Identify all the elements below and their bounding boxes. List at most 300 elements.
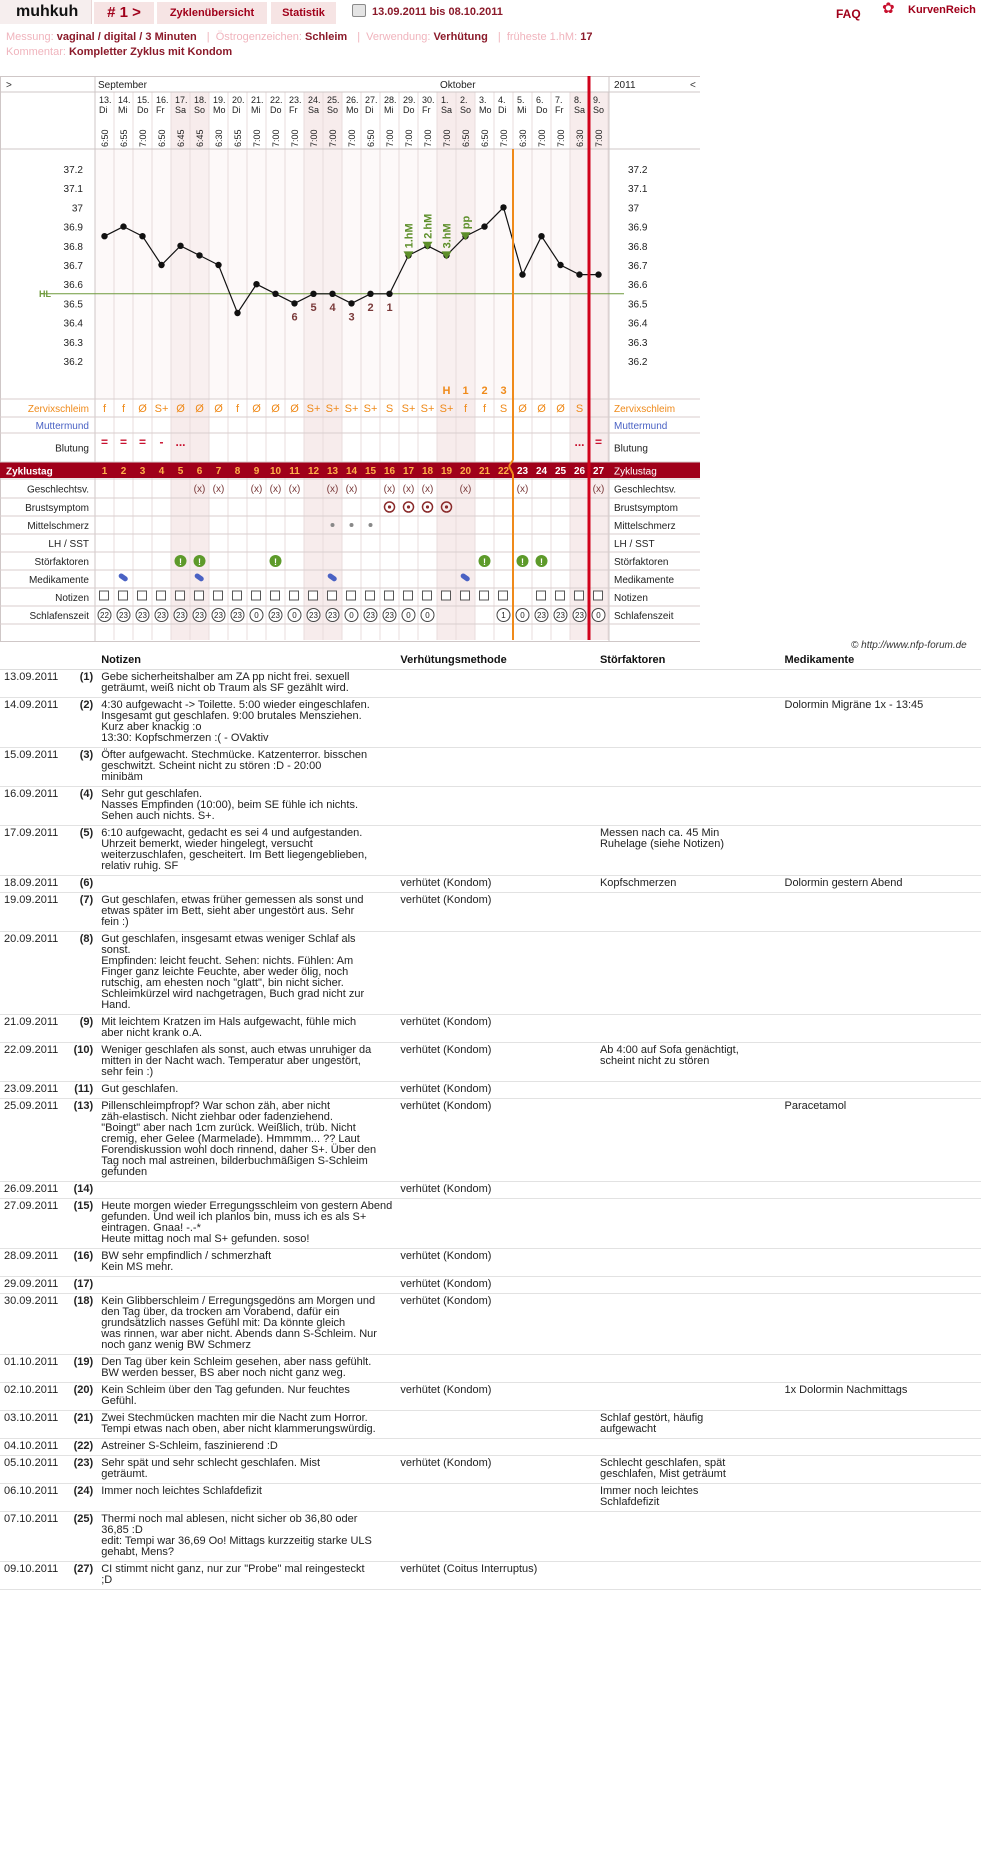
row-medication bbox=[781, 893, 981, 932]
day-weekday: Mi bbox=[118, 105, 128, 115]
day-time: 6:55 bbox=[119, 129, 129, 147]
row-cycle-day: (11) bbox=[62, 1082, 97, 1099]
verwendung-value: Verhütung bbox=[433, 31, 488, 43]
month-label: Oktober bbox=[440, 80, 476, 91]
tab-statistik[interactable]: Statistik bbox=[271, 2, 336, 24]
note-icon bbox=[119, 591, 128, 600]
note-icon bbox=[347, 591, 356, 600]
day-time: 7:00 bbox=[499, 129, 509, 147]
row-label-right: Zyklustag bbox=[614, 466, 657, 478]
row-date: 03.10.2011 bbox=[0, 1411, 62, 1439]
row-date: 01.10.2011 bbox=[0, 1355, 62, 1383]
row-note: Immer noch leichtes Schlafdefizit bbox=[97, 1484, 396, 1512]
row-note: Weniger geschlafen als sonst, auch etwas unruhiger da mitten in der Nacht wach. Temperatur aber ungestört, sehr fein :) bbox=[97, 1043, 396, 1082]
temperature-point bbox=[177, 243, 183, 249]
day-time: 6:50 bbox=[480, 129, 490, 147]
row-method: verhütet (Kondom) bbox=[396, 1015, 596, 1043]
row-cycle-day: (1) bbox=[62, 670, 97, 698]
note-icon bbox=[195, 591, 204, 600]
row-note: Mit leichtem Kratzen im Hals aufgewacht, fühle mich aber nicht krank o.A. bbox=[97, 1015, 396, 1043]
row-disturbance bbox=[596, 1015, 781, 1043]
cervical-mucus-value: Ø bbox=[176, 403, 185, 415]
row-disturbance: Schlecht geschlafen, spät geschlafen, Mist geträumt bbox=[596, 1456, 781, 1484]
row-label-right: Geschlechtsv. bbox=[614, 484, 677, 496]
temperature-point bbox=[253, 281, 259, 287]
day-weekday: Di bbox=[232, 105, 241, 115]
day-time: 7:00 bbox=[138, 129, 148, 147]
temp-axis-label-left: 36.3 bbox=[63, 337, 83, 349]
day-date: 2. bbox=[460, 95, 468, 105]
sleep-time-value: 0 bbox=[254, 611, 259, 620]
row-cycle-day: (10) bbox=[62, 1043, 97, 1082]
row-note: Zwei Stechmücken machten mir die Nacht zum Horror. Tempi etwas nach oben, aber nicht klammerungswürdig. bbox=[97, 1411, 396, 1439]
row-label-right: Blutung bbox=[614, 443, 648, 455]
disturbance-icon-glyph: ! bbox=[198, 557, 201, 567]
temperature-point bbox=[500, 204, 506, 210]
oestrogen-value: Schleim bbox=[305, 31, 348, 43]
cervical-mucus-value: S bbox=[385, 403, 394, 415]
cycle-day-number: 1 bbox=[101, 466, 108, 477]
row-method bbox=[396, 932, 596, 1015]
temperature-point bbox=[310, 291, 316, 297]
cervical-mucus-value: S+ bbox=[325, 403, 340, 415]
cycle-number-tab[interactable]: # 1 > bbox=[94, 2, 154, 24]
cycle-day-number: 9 bbox=[253, 466, 260, 477]
intercourse-icon: (x) bbox=[326, 484, 339, 495]
intercourse-icon: (x) bbox=[345, 484, 358, 495]
cervical-mucus-value: Ø bbox=[518, 403, 527, 415]
sleep-time-value: 23 bbox=[233, 611, 242, 620]
cervical-mucus-value: Ø bbox=[271, 403, 280, 415]
row-date: 15.09.2011 bbox=[0, 748, 62, 787]
day-time: 7:00 bbox=[309, 129, 319, 147]
row-method: verhütet (Kondom) bbox=[396, 1099, 596, 1182]
row-medication bbox=[781, 1562, 981, 1590]
fhm-value: 17 bbox=[580, 31, 593, 43]
row-date: 14.09.2011 bbox=[0, 698, 62, 748]
table-row bbox=[0, 1484, 981, 1512]
cycle-day-number: 14 bbox=[345, 466, 358, 477]
comment-info bbox=[6, 46, 236, 58]
high-measurement-label: 2.hM bbox=[422, 213, 435, 239]
row-disturbance: Kopfschmerzen bbox=[596, 876, 781, 893]
row-method bbox=[396, 670, 596, 698]
notes-table-header bbox=[0, 652, 981, 670]
row-disturbance bbox=[596, 1099, 781, 1182]
table-row bbox=[0, 1294, 981, 1355]
cervical-mucus-value: S+ bbox=[439, 403, 454, 415]
nav-right-arrow: < bbox=[690, 80, 696, 91]
row-cycle-day: (6) bbox=[62, 876, 97, 893]
day-time: 6:50 bbox=[100, 129, 110, 147]
day-date: 26. bbox=[346, 95, 359, 105]
cycle-day-number: 2 bbox=[120, 466, 127, 477]
day-time: 7:00 bbox=[442, 129, 452, 147]
temperature-point bbox=[272, 291, 278, 297]
row-disturbance bbox=[596, 698, 781, 748]
row-label-left: Notizen bbox=[55, 593, 89, 604]
messung-value: vaginal / digital / 3 Minuten bbox=[56, 31, 197, 43]
cervical-mucus-value: S+ bbox=[420, 403, 435, 415]
day-weekday: Di bbox=[498, 105, 507, 115]
row-note: BW sehr empfindlich / schmerzhaft Kein MS mehr. bbox=[97, 1249, 396, 1277]
note-icon bbox=[309, 591, 318, 600]
intercourse-icon: (x) bbox=[421, 484, 434, 495]
row-medication bbox=[781, 787, 981, 826]
low-temp-count-label: 3 bbox=[348, 311, 355, 324]
sleep-time-value: 1 bbox=[501, 611, 506, 620]
note-icon bbox=[233, 591, 242, 600]
date-range: 13.09.2011 bis 08.10.2011 bbox=[372, 6, 503, 18]
cycle-day-number: 26 bbox=[573, 466, 586, 477]
sleep-time-value: 23 bbox=[328, 611, 337, 620]
day-weekday: Di bbox=[99, 105, 108, 115]
sleep-time-value: 0 bbox=[292, 611, 297, 620]
day-weekday: So bbox=[460, 105, 472, 115]
cervical-mucus-value: f bbox=[121, 403, 126, 415]
row-date: 05.10.2011 bbox=[0, 1456, 62, 1484]
row-date: 13.09.2011 bbox=[0, 670, 62, 698]
note-icon bbox=[100, 591, 109, 600]
day-time: 6:55 bbox=[233, 129, 243, 147]
note-icon bbox=[252, 591, 261, 600]
day-date: 30. bbox=[422, 95, 435, 105]
sleep-time-value: 23 bbox=[214, 611, 223, 620]
sleep-time-value: 0 bbox=[425, 611, 430, 620]
temp-axis-label-right: 36.9 bbox=[628, 222, 648, 234]
row-medication bbox=[781, 1249, 981, 1277]
header-stoerfaktoren: Störfaktoren bbox=[596, 652, 781, 670]
header-medikamente: Medikamente bbox=[781, 652, 981, 670]
day-time: 7:00 bbox=[594, 129, 604, 147]
temperature-point bbox=[576, 271, 582, 277]
kurvenreich-logo-icon[interactable]: ✿ bbox=[882, 0, 895, 17]
temperature-point bbox=[595, 271, 601, 277]
temperature-point bbox=[139, 233, 145, 239]
row-method: verhütet (Kondom) bbox=[396, 1383, 596, 1411]
day-date: 20. bbox=[232, 95, 245, 105]
messung-label: Messung: bbox=[6, 31, 54, 43]
cycle-day-number: 27 bbox=[592, 466, 605, 477]
row-date: 29.09.2011 bbox=[0, 1277, 62, 1294]
row-medication bbox=[781, 1484, 981, 1512]
day-time: 6:30 bbox=[575, 129, 585, 147]
cycle-day-number: 19 bbox=[440, 466, 453, 477]
cervical-mucus-value: Ø bbox=[214, 403, 223, 415]
top-navigation-bar bbox=[0, 0, 981, 26]
low-temp-count-label: 5 bbox=[310, 301, 317, 314]
kurvenreich-logo-text[interactable]: KurvenReich bbox=[908, 4, 976, 16]
row-medication bbox=[781, 1082, 981, 1099]
temp-axis-label-right: 36.6 bbox=[628, 280, 648, 292]
cycle-day-number: 24 bbox=[535, 466, 548, 477]
day-time: 6:50 bbox=[366, 129, 376, 147]
disturbance-icon-glyph: ! bbox=[521, 557, 524, 567]
cycle-day-number: 5 bbox=[177, 466, 184, 477]
cervical-mucus-value: S+ bbox=[363, 403, 378, 415]
mittelschmerz-dot bbox=[350, 523, 354, 527]
note-icon bbox=[423, 591, 432, 600]
row-label-left: Zervixschleim bbox=[27, 404, 89, 415]
low-temp-count-label: 2 bbox=[367, 301, 374, 314]
row-label-right: LH / SST bbox=[614, 539, 655, 550]
row-cycle-day: (27) bbox=[62, 1562, 97, 1590]
day-time: 7:00 bbox=[385, 129, 395, 147]
mucus-peak-count: 2 bbox=[481, 385, 488, 397]
row-method bbox=[396, 787, 596, 826]
sleep-time-value: 0 bbox=[406, 611, 411, 620]
row-disturbance bbox=[596, 1512, 781, 1562]
cycle-day-number: 25 bbox=[554, 466, 567, 477]
mittelschmerz-dot bbox=[369, 523, 373, 527]
row-medication bbox=[781, 1439, 981, 1456]
row-date: 25.09.2011 bbox=[0, 1099, 62, 1182]
row-note bbox=[97, 1182, 396, 1199]
row-disturbance bbox=[596, 1294, 781, 1355]
day-date: 19. bbox=[213, 95, 226, 105]
temp-axis-label-left: 36.9 bbox=[63, 222, 83, 234]
cervical-mucus-value: S+ bbox=[344, 403, 359, 415]
cervical-mucus-value: S bbox=[499, 403, 508, 415]
cervical-mucus-value: Ø bbox=[252, 403, 261, 415]
day-weekday: Sa bbox=[308, 105, 320, 115]
temperature-point bbox=[481, 223, 487, 229]
row-note: Sehr gut geschlafen. Nasses Empfinden (10:00), beim SE fühle ich nichts. Sehen auch nichts. S+. bbox=[97, 787, 396, 826]
temp-axis-label-left: 37.2 bbox=[63, 165, 83, 176]
day-weekday: So bbox=[327, 105, 339, 115]
cervical-mucus-value: f bbox=[235, 403, 240, 415]
sleep-time-value: 23 bbox=[537, 611, 546, 620]
table-row bbox=[0, 876, 981, 893]
cycle-day-number: 6 bbox=[196, 466, 203, 477]
month-label: September bbox=[98, 80, 147, 91]
day-weekday: Do bbox=[536, 105, 548, 115]
row-date: 06.10.2011 bbox=[0, 1484, 62, 1512]
note-icon bbox=[271, 591, 280, 600]
mucus-peak-count: 3 bbox=[500, 385, 507, 397]
row-cycle-day: (8) bbox=[62, 932, 97, 1015]
row-disturbance: Schlaf gestört, häufig aufgewacht bbox=[596, 1411, 781, 1439]
day-date: 22. bbox=[270, 95, 283, 105]
mittelschmerz-dot bbox=[331, 523, 335, 527]
faq-link[interactable]: FAQ bbox=[836, 7, 861, 21]
day-date: 29. bbox=[403, 95, 416, 105]
row-medication bbox=[781, 670, 981, 698]
day-date: 14. bbox=[118, 95, 131, 105]
day-date: 25. bbox=[327, 95, 340, 105]
day-time: 7:00 bbox=[537, 129, 547, 147]
row-cycle-day: (22) bbox=[62, 1439, 97, 1456]
row-date: 27.09.2011 bbox=[0, 1199, 62, 1249]
row-disturbance bbox=[596, 1439, 781, 1456]
row-cycle-day: (21) bbox=[62, 1411, 97, 1439]
row-cycle-day: (17) bbox=[62, 1277, 97, 1294]
table-row bbox=[0, 1199, 981, 1249]
sleep-time-value: 23 bbox=[138, 611, 147, 620]
row-method: verhütet (Kondom) bbox=[396, 1082, 596, 1099]
row-cycle-day: (23) bbox=[62, 1456, 97, 1484]
row-medication bbox=[781, 1512, 981, 1562]
day-date: 23. bbox=[289, 95, 302, 105]
row-disturbance: Immer noch leichtes Schlafdefizit bbox=[596, 1484, 781, 1512]
table-row bbox=[0, 893, 981, 932]
temp-axis-label-right: 36.5 bbox=[628, 299, 648, 311]
row-method bbox=[396, 1355, 596, 1383]
day-date: 28. bbox=[384, 95, 397, 105]
note-icon bbox=[556, 591, 565, 600]
low-temp-count-label: 6 bbox=[291, 311, 298, 324]
intercourse-icon: (x) bbox=[193, 484, 206, 495]
row-note: Thermi noch mal ablesen, nicht sicher ob 36,80 oder 36,85 :D edit: Tempi war 36,69 Oo! Mittags kurzzeitig starke ULS gehabt, Mens? bbox=[97, 1512, 396, 1562]
cycle-day-number: 11 bbox=[289, 466, 300, 477]
bleeding-marker: ... bbox=[574, 435, 585, 449]
temperature-point bbox=[196, 252, 202, 258]
row-date: 26.09.2011 bbox=[0, 1182, 62, 1199]
sleep-time-value: 0 bbox=[520, 611, 525, 620]
disturbance-icon-glyph: ! bbox=[540, 557, 543, 567]
row-disturbance bbox=[596, 1082, 781, 1099]
row-date: 07.10.2011 bbox=[0, 1512, 62, 1562]
day-weekday: Sa bbox=[574, 105, 586, 115]
note-icon bbox=[404, 591, 413, 600]
fhm-label: früheste 1.hM: bbox=[506, 31, 578, 43]
row-disturbance: Messen nach ca. 45 Min Ruhelage (siehe Notizen) bbox=[596, 826, 781, 876]
row-method bbox=[396, 826, 596, 876]
day-date: 15. bbox=[137, 95, 150, 105]
row-cycle-day: (25) bbox=[62, 1512, 97, 1562]
cervical-mucus-value: f bbox=[482, 403, 487, 415]
day-date: 8. bbox=[574, 95, 582, 105]
row-disturbance bbox=[596, 893, 781, 932]
day-weekday: Mo bbox=[346, 105, 359, 115]
disturbance-icon-glyph: ! bbox=[274, 557, 277, 567]
row-date: 09.10.2011 bbox=[0, 1562, 62, 1590]
row-method bbox=[396, 1411, 596, 1439]
day-time: 7:00 bbox=[328, 129, 338, 147]
cycle-day-number: 4 bbox=[158, 466, 165, 477]
intercourse-icon: (x) bbox=[592, 484, 605, 495]
row-note: Öfter aufgewacht. Stechmücke. Katzenterror. bisschen geschwitzt. Scheint nicht zu stören :D - 20:00 minibäm bbox=[97, 748, 396, 787]
row-medication bbox=[781, 1277, 981, 1294]
temperature-point bbox=[367, 291, 373, 297]
row-disturbance bbox=[596, 1199, 781, 1249]
kommentar-value: Kompletter Zyklus mit Kondom bbox=[68, 46, 233, 58]
temp-axis-label-right: 37.1 bbox=[628, 184, 648, 196]
row-medication: Paracetamol bbox=[781, 1099, 981, 1182]
temperature-point bbox=[386, 291, 392, 297]
row-note: Heute morgen wieder Erregungsschleim von gestern Abend gefunden. Und weil ich planlos bin, muss ich es als S+ eintragen. Gnaa! -.-* Heute mittag noch mal S+ gefunden. soso! bbox=[97, 1199, 396, 1249]
sleep-time-value: 23 bbox=[119, 611, 128, 620]
bleeding-marker: - bbox=[159, 435, 164, 449]
note-icon bbox=[442, 591, 451, 600]
day-date: 16. bbox=[156, 95, 169, 105]
row-cycle-day: (7) bbox=[62, 893, 97, 932]
table-row bbox=[0, 1562, 981, 1590]
intercourse-icon: (x) bbox=[402, 484, 415, 495]
note-icon bbox=[480, 591, 489, 600]
row-date: 22.09.2011 bbox=[0, 1043, 62, 1082]
note-icon bbox=[328, 591, 337, 600]
day-date: 5. bbox=[517, 95, 525, 105]
day-time: 6:50 bbox=[461, 129, 471, 147]
table-row bbox=[0, 748, 981, 787]
row-cycle-day: (9) bbox=[62, 1015, 97, 1043]
day-date: 7. bbox=[555, 95, 563, 105]
day-date: 6. bbox=[536, 95, 544, 105]
row-label-left: LH / SST bbox=[48, 539, 89, 550]
cycle-day-number: 17 bbox=[402, 466, 415, 477]
printer-icon[interactable] bbox=[352, 4, 366, 17]
row-method: verhütet (Kondom) bbox=[396, 876, 596, 893]
table-row bbox=[0, 1383, 981, 1411]
cycle-day-number: 8 bbox=[234, 466, 241, 477]
temp-axis-label-left: 36.5 bbox=[63, 299, 83, 311]
day-date: 1. bbox=[441, 95, 449, 105]
low-temp-count-label: 4 bbox=[329, 301, 336, 314]
day-weekday: Do bbox=[137, 105, 149, 115]
table-row bbox=[0, 1439, 981, 1456]
cycle-day-number: 15 bbox=[364, 466, 377, 477]
row-medication bbox=[781, 1182, 981, 1199]
row-medication bbox=[781, 1456, 981, 1484]
row-method bbox=[396, 698, 596, 748]
nav-left-arrow: > bbox=[6, 80, 12, 91]
temperature-point bbox=[348, 300, 354, 306]
day-time: 6:45 bbox=[195, 129, 205, 147]
sleep-time-value: 23 bbox=[575, 611, 584, 620]
day-time: 6:45 bbox=[176, 129, 186, 147]
note-icon bbox=[575, 591, 584, 600]
row-medication: Dolormin gestern Abend bbox=[781, 876, 981, 893]
cervical-mucus-value: Ø bbox=[138, 403, 147, 415]
high-measurement-label: 3.hM bbox=[441, 223, 454, 249]
row-cycle-day: (13) bbox=[62, 1099, 97, 1182]
kommentar-label: Kommentar: bbox=[6, 46, 66, 58]
row-label-left: Muttermund bbox=[35, 421, 89, 432]
row-disturbance bbox=[596, 932, 781, 1015]
day-time: 7:00 bbox=[556, 129, 566, 147]
note-icon bbox=[385, 591, 394, 600]
sleep-time-value: 22 bbox=[100, 611, 109, 620]
note-icon bbox=[290, 591, 299, 600]
row-note: Astreiner S-Schleim, faszinierend :D bbox=[97, 1439, 396, 1456]
intercourse-icon: (x) bbox=[383, 484, 396, 495]
tab-zyklenuebersicht[interactable]: Zyklenübersicht bbox=[157, 2, 267, 24]
table-row bbox=[0, 826, 981, 876]
breast-symptom-dot bbox=[445, 505, 448, 508]
table-row bbox=[0, 1411, 981, 1439]
sleep-time-value: 23 bbox=[157, 611, 166, 620]
cervical-mucus-value: S bbox=[575, 403, 584, 415]
verwendung-label: Verwendung: bbox=[366, 31, 431, 43]
username-brand: muhkuh bbox=[0, 0, 92, 24]
row-method: verhütet (Kondom) bbox=[396, 1277, 596, 1294]
row-label-right: Schlafenszeit bbox=[614, 611, 674, 622]
breast-symptom-dot bbox=[407, 505, 410, 508]
row-method: verhütet (Coitus Interruptus) bbox=[396, 1562, 596, 1590]
table-row bbox=[0, 1355, 981, 1383]
table-row bbox=[0, 1249, 981, 1277]
day-weekday: Fr bbox=[289, 105, 298, 115]
table-row bbox=[0, 1456, 981, 1484]
day-weekday: Sa bbox=[175, 105, 187, 115]
day-weekday: Mi bbox=[384, 105, 394, 115]
row-note bbox=[97, 876, 396, 893]
breast-symptom-dot bbox=[388, 505, 391, 508]
temp-axis-label-left: 36.6 bbox=[63, 280, 83, 292]
row-method: verhütet (Kondom) bbox=[396, 1456, 596, 1484]
bleeding-marker: = bbox=[119, 435, 128, 449]
